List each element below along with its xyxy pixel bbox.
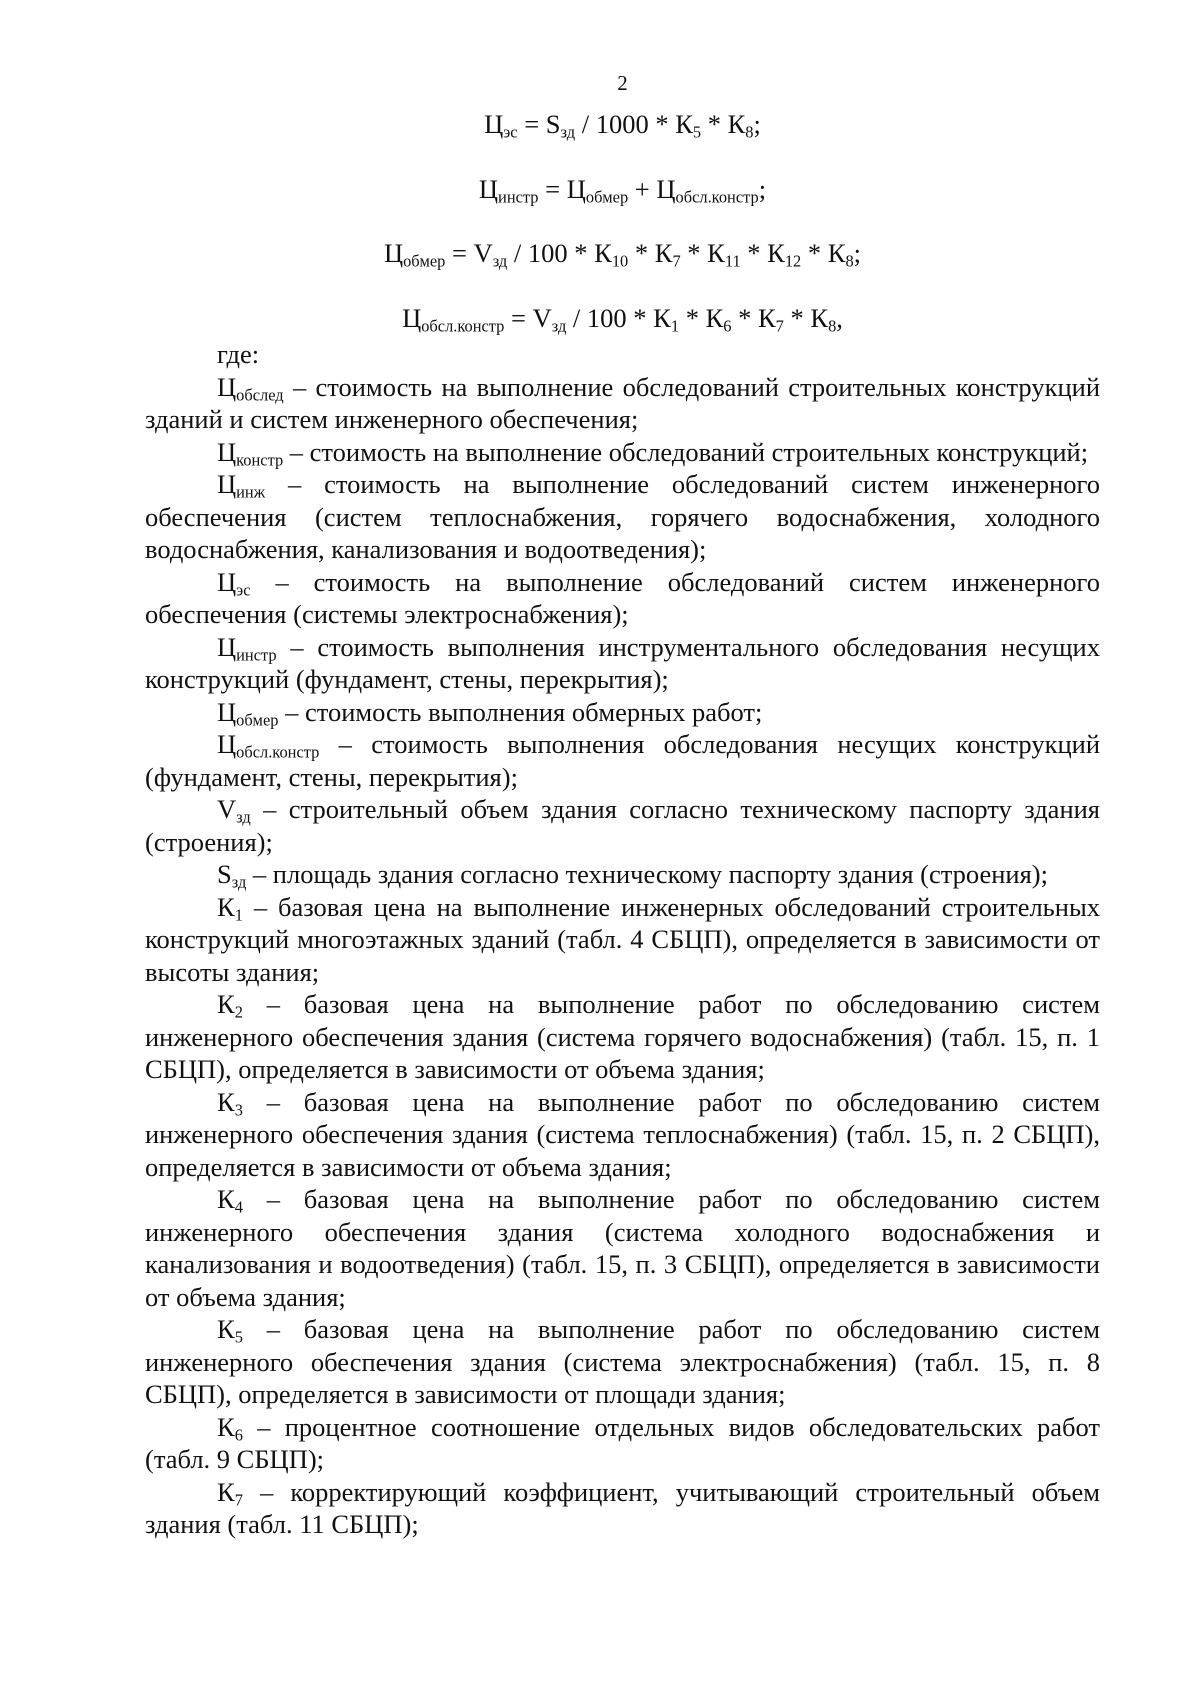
definition-paragraph	[145, 1183, 1100, 1313]
definition-text: – базовая цена на выполнение работ по обследованию систем инженерного обеспечения здания (система горячего водоснабжения) (табл. 15, п. 1 СБЦП), определяется в зависимости от объема здания;	[145, 989, 1100, 1084]
definition-subscript: эс	[236, 580, 251, 600]
definition-symbol: К	[217, 1411, 235, 1442]
definition-paragraph	[145, 566, 1100, 631]
definition-paragraph	[145, 1086, 1100, 1184]
definition-paragraph	[145, 631, 1100, 696]
definition-subscript: зд	[236, 807, 251, 827]
formula-subscript: 5	[692, 122, 702, 142]
definition-paragraph	[145, 1411, 1100, 1476]
formula-subscript: зд	[551, 316, 567, 336]
definition-subscript: 5	[234, 1327, 243, 1347]
formula-text: * К	[701, 109, 746, 139]
formula-text: = Ц	[538, 173, 586, 204]
definition-text: – стоимость выполнения инструментального обследования несущих конструкций (фундамент, стены, перекрытия);	[145, 631, 1100, 694]
formula-subscript: зд	[560, 122, 576, 142]
formula-block	[145, 108, 1100, 334]
formula-subscript: эс	[503, 122, 518, 142]
definition-paragraph	[145, 468, 1100, 566]
definition-text: – строительный объем здания согласно техническому паспорту здания (строения);	[145, 794, 1100, 857]
formula-symbol: Ц	[478, 173, 499, 204]
definition-subscript: 1	[234, 905, 243, 925]
definition-text: – стоимость на выполнение обследований строительных конструкций;	[283, 436, 1089, 467]
definition-subscript: 7	[234, 1490, 243, 1510]
definition-symbol: К	[217, 1314, 235, 1344]
formula-subscript: 1	[670, 316, 680, 336]
definition-text: – базовая цена на выполнение инженерных обследований строительных конструкций многоэтажных зданий (табл. 4 СБЦП), определяется в зависимости от высоты здания;	[145, 891, 1100, 987]
formula-subscript: 11	[724, 251, 741, 271]
formula-subscript: зд	[492, 251, 508, 271]
formula-line	[145, 237, 1100, 270]
formula-subscript: 10	[611, 251, 629, 271]
definition-text: – базовая цена на выполнение работ по обследованию систем инженерного обеспечения здания (система электроснабжения) (табл. 15, п. 8 СБЦП), определяется в зависимости от площади здания;	[145, 1314, 1100, 1409]
formula-text: ;	[853, 238, 862, 268]
formula-text: = S	[517, 109, 561, 139]
formula-subscript: 8	[745, 122, 754, 142]
definition-symbol: К	[217, 1184, 235, 1214]
definition-text: – корректирующий коэффициент, учитывающий строительный объем здания (табл. 11 СБЦП);	[145, 1476, 1100, 1539]
definition-symbol: К	[217, 891, 235, 922]
definition-subscript: зд	[231, 872, 247, 892]
formula-subscript: инстр	[498, 187, 539, 207]
definition-subscript: обсл.констр	[236, 742, 320, 762]
definition-text: – площадь здания согласно техническому паспорту здания (строения);	[246, 859, 1048, 889]
page-number: 2	[617, 71, 628, 95]
formula-text: * К	[680, 238, 725, 268]
definition-symbol: Ц	[217, 696, 237, 727]
formula-text: ;	[753, 109, 761, 139]
definition-symbol: К	[217, 1086, 235, 1117]
definition-paragraph	[145, 1313, 1100, 1411]
definition-subscript: 4	[234, 1197, 243, 1217]
definition-text: – стоимость на выполнение обследований строительных конструкций зданий и систем инженерного обеспечения;	[145, 371, 1100, 434]
formula-text: * К	[801, 238, 846, 268]
definition-paragraph	[145, 1476, 1100, 1541]
definition-symbol: Ц	[217, 566, 237, 597]
definition-symbol: Ц	[217, 371, 237, 402]
definition-paragraph	[145, 891, 1100, 989]
formula-line	[145, 108, 1100, 141]
definition-paragraph	[145, 696, 1100, 729]
definition-symbol: К	[217, 1476, 235, 1507]
definition-text: – стоимость на выполнение обследований систем инженерного обеспечения (систем теплоснабжения, горячего водоснабжения, холодного водоснабжения, канализования и водоотведения);	[145, 469, 1100, 564]
definition-subscript: инстр	[236, 645, 277, 665]
formula-text: = V	[504, 302, 552, 333]
definition-text: – стоимость выполнения обследования несущих конструкций (фундамент, стены, перекрытия);	[145, 729, 1100, 792]
formula-subscript: 7	[775, 316, 784, 336]
definition-text: – базовая цена на выполнение работ по обследованию систем инженерного обеспечения здания (система теплоснабжения) (табл. 15, п. 2 СБЦП), определяется в зависимости от объема здания;	[145, 1086, 1100, 1182]
definition-subscript: констр	[236, 450, 284, 470]
definition-subscript: инж	[236, 482, 266, 502]
definition-text: – стоимость выполнения обмерных работ;	[278, 696, 763, 727]
formula-line	[145, 173, 1100, 206]
formula-subscript: обмер	[403, 251, 446, 271]
definition-paragraph	[145, 371, 1100, 436]
definition-subscript: 3	[234, 1100, 243, 1120]
formula-text: ;	[758, 173, 767, 204]
definition-paragraph	[145, 793, 1100, 858]
formula-subscript: 12	[784, 251, 802, 271]
definition-subscript: обмер	[236, 710, 279, 730]
definition-text: – стоимость на выполнение обследований систем инженерного обеспечения (системы электроснабжения);	[145, 566, 1100, 629]
definition-symbol: V	[217, 794, 237, 824]
formula-text: ,	[836, 302, 843, 333]
formula-text: * К	[740, 238, 785, 268]
formula-subscript: 6	[723, 316, 732, 336]
definition-symbol: Ц	[217, 436, 237, 467]
where-label: где:	[217, 339, 260, 369]
formula-subscript: 7	[672, 251, 681, 271]
formula-text: + Ц	[628, 173, 676, 204]
formula-line	[145, 302, 1100, 335]
formula-text: / 100 * К	[507, 238, 612, 268]
formula-subscript: 8	[828, 316, 837, 336]
definition-text: – процентное соотношение отдельных видов обследовательских работ (табл. 9 СБЦП);	[145, 1411, 1100, 1474]
formula-text: * К	[679, 302, 724, 333]
definition-paragraph	[145, 988, 1100, 1086]
formula-subscript: 8	[845, 251, 854, 271]
definition-paragraph	[145, 728, 1100, 793]
definition-symbol: Ц	[217, 631, 237, 662]
formula-text: * К	[783, 302, 829, 333]
formula-symbol: Ц	[402, 302, 422, 333]
formula-text: * К	[628, 238, 673, 268]
formula-subscript: обмер	[585, 187, 629, 207]
definition-symbol: Ц	[217, 729, 237, 759]
definition-paragraph	[145, 858, 1100, 891]
formula-subscript: обсл.констр	[421, 316, 505, 336]
definition-subscript: 6	[234, 1425, 243, 1445]
formula-text: = V	[445, 238, 493, 268]
definition-paragraph	[145, 436, 1100, 469]
definition-subscript: обслед	[236, 385, 284, 405]
formula-symbol: Ц	[383, 238, 404, 268]
definitions-list	[145, 371, 1100, 1541]
definition-subscript: 2	[234, 1002, 243, 1022]
definition-symbol: S	[217, 859, 232, 889]
formula-text: / 1000 * К	[575, 109, 693, 139]
formula-symbol: Ц	[484, 109, 504, 139]
formula-text: / 100 * К	[566, 302, 671, 333]
formula-text: * К	[731, 302, 776, 333]
definition-text: – базовая цена на выполнение работ по обследованию систем инженерного обеспечения здания (система холодного водоснабжения и канализования и водоотведения) (табл. 15, п. 3 СБЦП), определяется в зависимости от объема здания;	[145, 1184, 1100, 1312]
definition-symbol: Ц	[217, 469, 237, 499]
formula-subscript: обсл.констр	[675, 187, 759, 207]
definition-symbol: К	[217, 989, 235, 1019]
